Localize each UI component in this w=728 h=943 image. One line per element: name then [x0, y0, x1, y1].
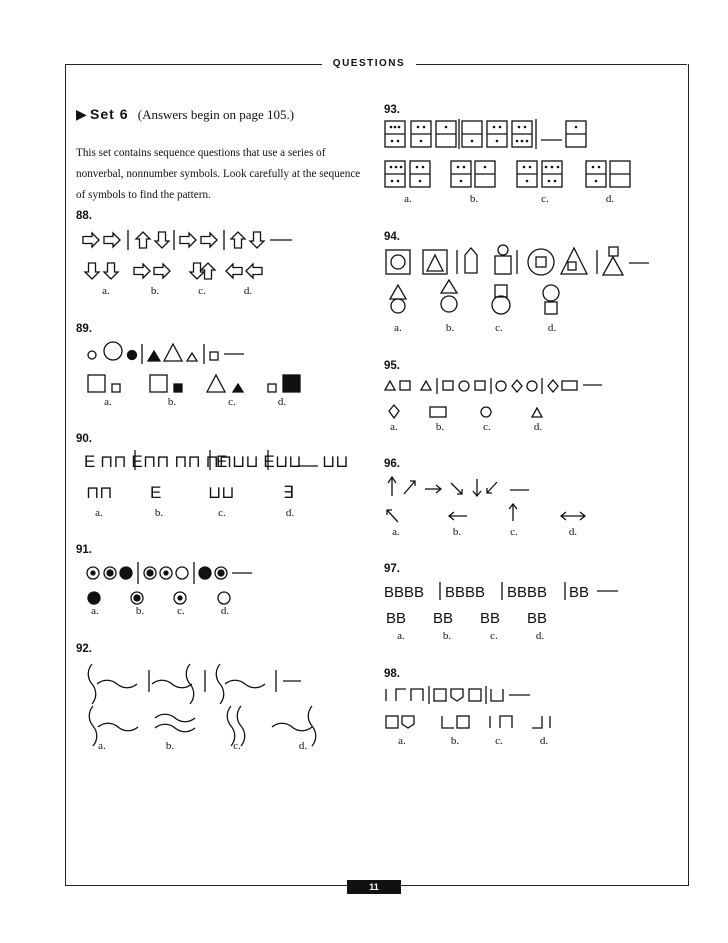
q88-figures [83, 230, 292, 279]
q97-figures [384, 582, 618, 627]
q96-option-c: c. [510, 526, 518, 538]
q94-figures [386, 245, 649, 314]
question-92-number: 92. [76, 643, 92, 655]
q98-option-a: a. [398, 735, 406, 747]
q92-option-b: b. [165, 740, 175, 752]
q95-option-a: a. [390, 421, 398, 433]
question-88-number: 88. [76, 210, 92, 222]
q93-option-a: a. [404, 193, 412, 205]
q90-figures [84, 450, 349, 502]
set-label: Set 6 [90, 106, 129, 122]
q97-choice-d: BB [527, 610, 548, 627]
q96-option-d: d. [568, 526, 578, 538]
set-intro: This set contains sequence questions that use a series of nonverbal, nonnumber symbols. Look carefully at the sequence of symbols to find the pattern. [76, 147, 361, 201]
q97-option-a: a. [397, 630, 405, 642]
q95-figures [385, 378, 602, 418]
q98-figures [386, 686, 550, 728]
page-number: 11 [347, 880, 401, 894]
q88-option-b: b. [150, 285, 160, 297]
q97-option-b: b. [442, 630, 452, 642]
q94-option-d: d. [547, 322, 557, 334]
q90-option-a: a. [95, 507, 103, 519]
q97-seq-1: BBBB [384, 584, 425, 601]
q88-option-d: d. [243, 285, 253, 297]
q88-option-c: c. [198, 285, 206, 297]
q98-option-d: d. [539, 735, 549, 747]
q91-figures [87, 562, 252, 604]
q90-seq-1: E ⊓⊓ E [84, 452, 143, 471]
q90-seq-5: ⊔⊔ [322, 452, 349, 471]
q89-option-b: b. [167, 396, 177, 408]
q93-option-d: d. [605, 193, 615, 205]
question-94-number: 94. [384, 231, 400, 243]
play-marker-icon: ▶ [76, 108, 87, 123]
q95-option-b: b. [435, 421, 445, 433]
q97-option-d: d. [535, 630, 545, 642]
question-97-number: 97. [384, 563, 400, 575]
q90-choice-c: ⊔⊔ [208, 483, 235, 502]
q98-option-c: c. [495, 735, 503, 747]
question-90-number: 90. [76, 433, 92, 445]
q91-option-c: c. [177, 605, 185, 617]
q93-option-c: c. [541, 193, 549, 205]
q89-figures [88, 342, 300, 392]
q90-seq-2: ⊓⊓ ⊓⊓ ⊓⊓ [143, 452, 233, 471]
q88-sequence [83, 230, 292, 250]
question-89-number: 89. [76, 323, 92, 335]
q91-option-a: a. [91, 605, 99, 617]
q94-option-c: c. [495, 322, 503, 334]
q91-option-b: b. [135, 605, 145, 617]
q93-option-b: b. [469, 193, 479, 205]
q91-option-d: d. [220, 605, 230, 617]
q98-option-b: b. [450, 735, 460, 747]
q90-seq-4: ⊔⊔ [275, 452, 302, 471]
q90-option-b: b. [154, 507, 164, 519]
q97-seq-2: BBBB [445, 584, 486, 601]
q89-option-a: a. [104, 396, 112, 408]
q90-choice-d: ∃ [283, 483, 294, 502]
q97-choice-c: BB [480, 610, 501, 627]
q94-option-b: b. [445, 322, 455, 334]
q97-option-c: c. [490, 630, 498, 642]
q90-seq-3: E ⊔⊔ E [216, 452, 275, 471]
q97-seq-4: BB [569, 584, 590, 601]
q90-option-c: c. [218, 507, 226, 519]
q89-option-c: c. [228, 396, 236, 408]
q97-seq-3: BBBB [507, 584, 548, 601]
q97-choice-a: BB [386, 610, 407, 627]
question-95-number: 95. [384, 360, 400, 372]
q95-option-c: c. [483, 421, 491, 433]
question-91-number: 91. [76, 544, 92, 556]
q94-option-a: a. [394, 322, 402, 334]
q96-option-a: a. [392, 526, 400, 538]
q90-choice-b: E [150, 483, 162, 502]
q89-option-d: d. [277, 396, 287, 408]
q95-option-d: d. [533, 421, 543, 433]
set-note: (Answers begin on page 105.) [137, 107, 295, 122]
question-93-number: 93. [384, 104, 400, 116]
q92-option-d: d. [298, 740, 308, 752]
page-header: QUESTIONS [332, 58, 406, 69]
q92-figures [88, 664, 316, 746]
q88-option-a: a. [102, 285, 110, 297]
question-96-number: 96. [384, 458, 400, 470]
q90-choice-a: ⊓⊓ [86, 483, 113, 502]
q92-option-c: c. [233, 740, 241, 752]
q92-option-a: a. [98, 740, 106, 752]
q88-choices [85, 263, 262, 279]
q96-option-b: b. [452, 526, 462, 538]
question-98-number: 98. [384, 668, 400, 680]
q93-figures [385, 119, 630, 187]
q90-option-d: d. [285, 507, 295, 519]
q96-figures [387, 477, 585, 522]
q97-choice-b: BB [433, 610, 454, 627]
